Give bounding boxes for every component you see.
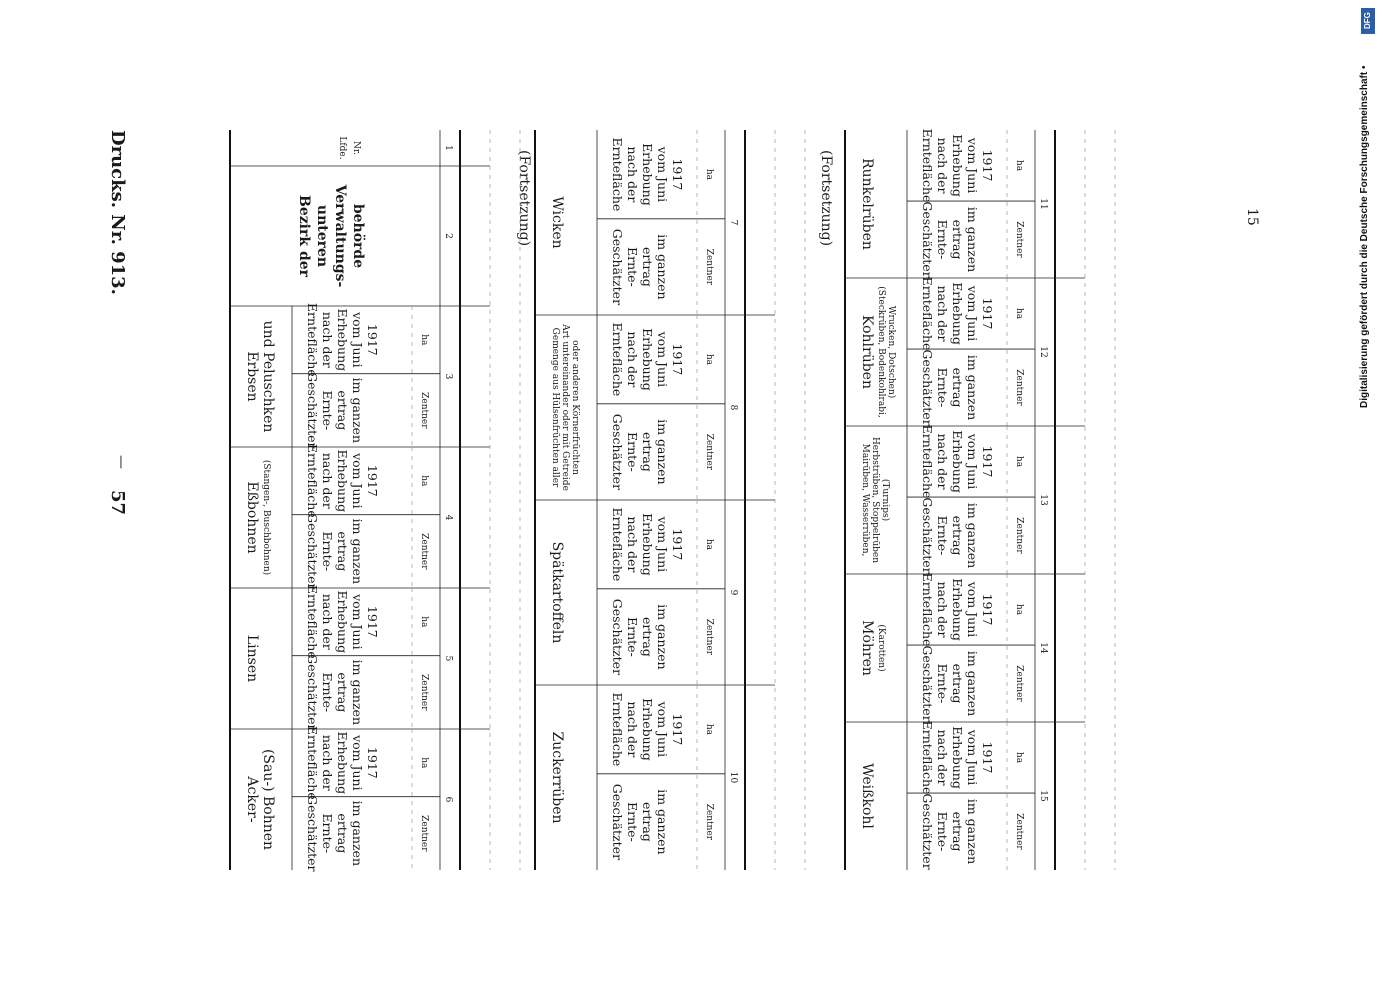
area-header: nach der xyxy=(625,146,640,203)
unit-ha: ha xyxy=(1014,751,1024,764)
area-header: 1917 xyxy=(670,343,685,376)
yield-header: ertrag xyxy=(950,811,965,852)
area-header: Erntefläche xyxy=(610,507,625,582)
yield-header: ertrag xyxy=(950,663,965,704)
yield-header: im ganzen xyxy=(655,604,670,670)
area-header: Erhebung xyxy=(950,134,965,197)
unit-zentner: Zentner xyxy=(1014,221,1024,258)
page-number-right: 15 xyxy=(1244,208,1260,226)
yield-header: Ernte- xyxy=(320,390,335,431)
crop-title: Zuckerrüben xyxy=(549,731,565,824)
area-header: Erhebung xyxy=(950,430,965,493)
crop-title: (Sau-) Bohnen xyxy=(260,748,276,851)
area-header: 1917 xyxy=(365,746,380,779)
crop-subtitle: (Karotten) xyxy=(876,624,886,672)
area-header: vom Juni xyxy=(965,729,980,786)
area-header: Erhebung xyxy=(950,282,965,345)
yield-header: Ernte- xyxy=(320,531,335,572)
area-header: 1917 xyxy=(980,593,995,626)
page-number-left: 57 xyxy=(107,490,128,516)
yield-header: Ernte- xyxy=(625,247,640,287)
area-header: Erntefläche xyxy=(305,302,320,377)
yield-header: ertrag xyxy=(640,246,655,287)
area-header: vom Juni xyxy=(350,453,365,509)
yield-header: Ernte- xyxy=(935,663,950,704)
yield-header: Geschätzter xyxy=(920,349,935,426)
yield-header: Ernte- xyxy=(320,813,335,854)
yield-header: ertrag xyxy=(335,672,350,713)
crop-subtitle: (Turnips) xyxy=(880,478,890,522)
yield-header: Ernte- xyxy=(935,515,950,556)
continued-label-2: (Fortsetzung) xyxy=(818,150,834,247)
area-header: 1917 xyxy=(980,149,995,182)
unit-ha: ha xyxy=(419,475,429,487)
crop-title: Weißkohl xyxy=(859,763,875,829)
bezirk-label: Verwaltungs- xyxy=(332,184,348,288)
unit-ha: ha xyxy=(704,723,714,735)
area-header: Erntefläche xyxy=(305,584,320,659)
col-number: 5 xyxy=(443,655,453,662)
yield-header: im ganzen xyxy=(655,789,670,855)
yield-header: Ernte- xyxy=(935,219,950,260)
crop-subtitle: Gemenge aus Hülsenfrüchten aller xyxy=(550,327,560,488)
unit-ha: ha xyxy=(419,334,429,346)
unit-ha: ha xyxy=(1014,455,1024,468)
area-header: Erhebung xyxy=(640,698,655,761)
area-header: vom Juni xyxy=(965,285,980,342)
col-number: 9 xyxy=(728,589,738,596)
yield-header: Geschätzter xyxy=(920,497,935,574)
col-number: 7 xyxy=(728,219,738,226)
unit-zentner: Zentner xyxy=(704,248,714,286)
yield-header: Ernte- xyxy=(320,672,335,713)
area-header: nach der xyxy=(320,593,335,650)
crop-title: Spätkartoffeln xyxy=(549,541,565,644)
yield-header: Ernte- xyxy=(625,432,640,472)
area-header: nach der xyxy=(935,581,950,638)
yield-header: ertrag xyxy=(950,367,965,408)
yield-header: Geschätzter xyxy=(305,795,320,872)
yield-header: im ganzen xyxy=(350,377,365,444)
area-header: Erntefläche xyxy=(305,443,320,518)
area-header: Erntefläche xyxy=(610,322,625,397)
area-header: Erntefläche xyxy=(920,720,935,795)
unit-ha: ha xyxy=(704,168,714,180)
crop-subtitle: Mairüben, Wasserrüben, xyxy=(860,443,870,557)
unit-zentner: Zentner xyxy=(1014,665,1024,702)
yield-header: Geschätzter xyxy=(305,372,320,449)
area-header: vom Juni xyxy=(965,137,980,194)
yield-header: im ganzen xyxy=(965,502,980,569)
col-number: 4 xyxy=(443,514,453,521)
col-number: 1 xyxy=(443,145,453,151)
print-number: Drucks. Nr. 913. xyxy=(107,130,128,295)
yield-header: im ganzen xyxy=(965,354,980,421)
area-header: vom Juni xyxy=(655,701,670,758)
unit-ha: ha xyxy=(1014,307,1024,320)
yield-header: im ganzen xyxy=(965,798,980,865)
unit-ha: ha xyxy=(419,757,429,769)
col-number: 15 xyxy=(1038,790,1048,802)
yield-header: ertrag xyxy=(335,531,350,572)
area-header: 1917 xyxy=(980,445,995,478)
yield-header: Geschätzter xyxy=(920,793,935,870)
unit-zentner: Zentner xyxy=(419,815,429,852)
col-number: 3 xyxy=(443,373,453,380)
crop-title: Runkelrüben xyxy=(859,158,875,250)
area-header: vom Juni xyxy=(350,594,365,650)
area-header: vom Juni xyxy=(965,581,980,638)
yield-header: Geschätzter xyxy=(610,228,625,306)
area-header: Erntefläche xyxy=(920,276,935,351)
yield-header: ertrag xyxy=(950,219,965,260)
crop-title: Eßbohnen xyxy=(244,481,260,554)
area-header: nach der xyxy=(935,433,950,490)
crop-title: Erbsen xyxy=(244,351,260,402)
area-header: nach der xyxy=(625,516,640,573)
yield-header: Geschätzter xyxy=(305,654,320,731)
area-header: vom Juni xyxy=(655,331,670,388)
lfde-label: Nr. xyxy=(351,140,361,156)
bezirk-label: Bezirk der xyxy=(296,194,312,278)
area-header: Erhebung xyxy=(335,590,350,654)
area-header: nach der xyxy=(625,331,640,388)
area-header: Erhebung xyxy=(335,731,350,795)
yield-header: im ganzen xyxy=(350,659,365,726)
crop-title: Wicken xyxy=(549,196,565,249)
area-header: Erntefläche xyxy=(610,137,625,212)
area-header: 1917 xyxy=(365,605,380,638)
yield-header: Geschätzter xyxy=(305,513,320,590)
area-header: nach der xyxy=(320,311,335,368)
credit-text: Digitalisierung gefördert durch die Deutsche Forschungsgemeinschaft • xyxy=(1359,65,1370,408)
area-header: Erhebung xyxy=(640,328,655,391)
credit-bar xyxy=(1357,8,1381,408)
unit-ha: ha xyxy=(1014,159,1024,172)
yield-header: Geschätzter xyxy=(920,645,935,722)
area-header: nach der xyxy=(935,285,950,342)
crop-subtitle: Herbstrüben, Stoppelrüben xyxy=(870,436,880,564)
area-header: Erntefläche xyxy=(610,692,625,767)
yield-header: Geschätzter xyxy=(610,413,625,491)
area-header: Erhebung xyxy=(335,449,350,513)
area-header: 1917 xyxy=(670,713,685,746)
bezirk-label: unteren xyxy=(314,204,330,268)
yield-header: Geschätzter xyxy=(610,783,625,861)
area-header: Erhebung xyxy=(950,726,965,789)
area-header: vom Juni xyxy=(965,433,980,490)
unit-ha: ha xyxy=(704,353,714,365)
yield-header: im ganzen xyxy=(655,419,670,485)
area-header: 1917 xyxy=(980,297,995,330)
bezirk-label: behörde xyxy=(350,203,366,269)
col-number: 11 xyxy=(1038,198,1048,210)
area-header: 1917 xyxy=(365,323,380,356)
crop-subtitle: (Stangen-, Buschbohnen) xyxy=(261,459,271,576)
col-number: 2 xyxy=(443,233,453,239)
area-header: Erhebung xyxy=(950,578,965,641)
crop-title: Möhren xyxy=(859,620,875,676)
area-header: vom Juni xyxy=(350,312,365,368)
unit-zentner: Zentner xyxy=(419,533,429,570)
area-header: Erhebung xyxy=(640,143,655,206)
area-header: nach der xyxy=(320,452,335,509)
unit-zentner: Zentner xyxy=(419,674,429,711)
yield-header: Ernte- xyxy=(935,811,950,852)
col-number: 8 xyxy=(728,404,738,411)
crop-title: Linsen xyxy=(244,634,260,683)
area-header: Erntefläche xyxy=(920,572,935,647)
unit-zentner: Zentner xyxy=(1014,369,1024,406)
unit-ha: ha xyxy=(1014,603,1024,616)
unit-zentner: Zentner xyxy=(704,433,714,471)
col-number: 14 xyxy=(1038,642,1048,654)
area-header: nach der xyxy=(935,729,950,786)
col-number: 13 xyxy=(1038,494,1048,506)
crop-subtitle: Art untereinander oder mit Getreide xyxy=(560,324,570,491)
yield-header: Geschätzter xyxy=(610,598,625,676)
yield-header: Ernte- xyxy=(625,802,640,842)
unit-zentner: Zentner xyxy=(1014,517,1024,554)
col-number: 10 xyxy=(728,771,738,784)
yield-header: im ganzen xyxy=(655,234,670,300)
yield-header: im ganzen xyxy=(965,650,980,717)
unit-zentner: Zentner xyxy=(704,803,714,841)
yield-header: Geschätzter xyxy=(920,201,935,278)
area-header: 1917 xyxy=(670,158,685,191)
yield-header: ertrag xyxy=(950,515,965,556)
area-header: 1917 xyxy=(670,528,685,561)
yield-header: im ganzen xyxy=(350,518,365,585)
header-dash: — xyxy=(113,455,129,469)
yield-header: ertrag xyxy=(640,616,655,657)
area-header: nach der xyxy=(625,701,640,758)
yield-header: Ernte- xyxy=(625,617,640,657)
yield-header: im ganzen xyxy=(965,206,980,273)
unit-ha: ha xyxy=(419,616,429,628)
yield-header: ertrag xyxy=(335,813,350,854)
area-header: nach der xyxy=(320,734,335,791)
dfg-logo: DFG xyxy=(1361,8,1375,34)
lfde-label: Lfde. xyxy=(337,136,347,160)
area-header: Erntefläche xyxy=(305,725,320,800)
continued-label-1: (Fortsetzung) xyxy=(516,150,532,247)
yield-header: ertrag xyxy=(335,390,350,431)
yield-header: Ernte- xyxy=(935,367,950,408)
yield-header: im ganzen xyxy=(350,800,365,867)
area-header: vom Juni xyxy=(655,146,670,203)
crop-subtitle: Wrucken, Dotschen) xyxy=(886,305,896,399)
area-header: Erntefläche xyxy=(920,424,935,499)
yield-header: ertrag xyxy=(640,801,655,842)
area-header: Erntefläche xyxy=(920,128,935,203)
unit-zentner: Zentner xyxy=(704,618,714,656)
unit-ha: ha xyxy=(704,538,714,550)
unit-zentner: Zentner xyxy=(419,392,429,429)
area-header: 1917 xyxy=(980,741,995,774)
area-header: vom Juni xyxy=(655,516,670,573)
area-header: vom Juni xyxy=(350,735,365,791)
col-number: 6 xyxy=(443,796,453,803)
crop-title: Acker- xyxy=(244,776,260,823)
crop-title: Kohlrüben xyxy=(859,315,875,389)
crop-title: und Peluschken xyxy=(260,320,276,433)
crop-subtitle: (Steckrüben, Bodenkohlrabi, xyxy=(876,286,886,418)
area-header: Erhebung xyxy=(335,308,350,372)
area-header: 1917 xyxy=(365,464,380,497)
yield-header: ertrag xyxy=(640,431,655,472)
area-header: Erhebung xyxy=(640,513,655,576)
unit-zentner: Zentner xyxy=(1014,813,1024,850)
area-header: nach der xyxy=(935,137,950,194)
crop-subtitle: oder anderen Körnerfrüchten xyxy=(570,340,580,475)
col-number: 12 xyxy=(1038,346,1048,358)
